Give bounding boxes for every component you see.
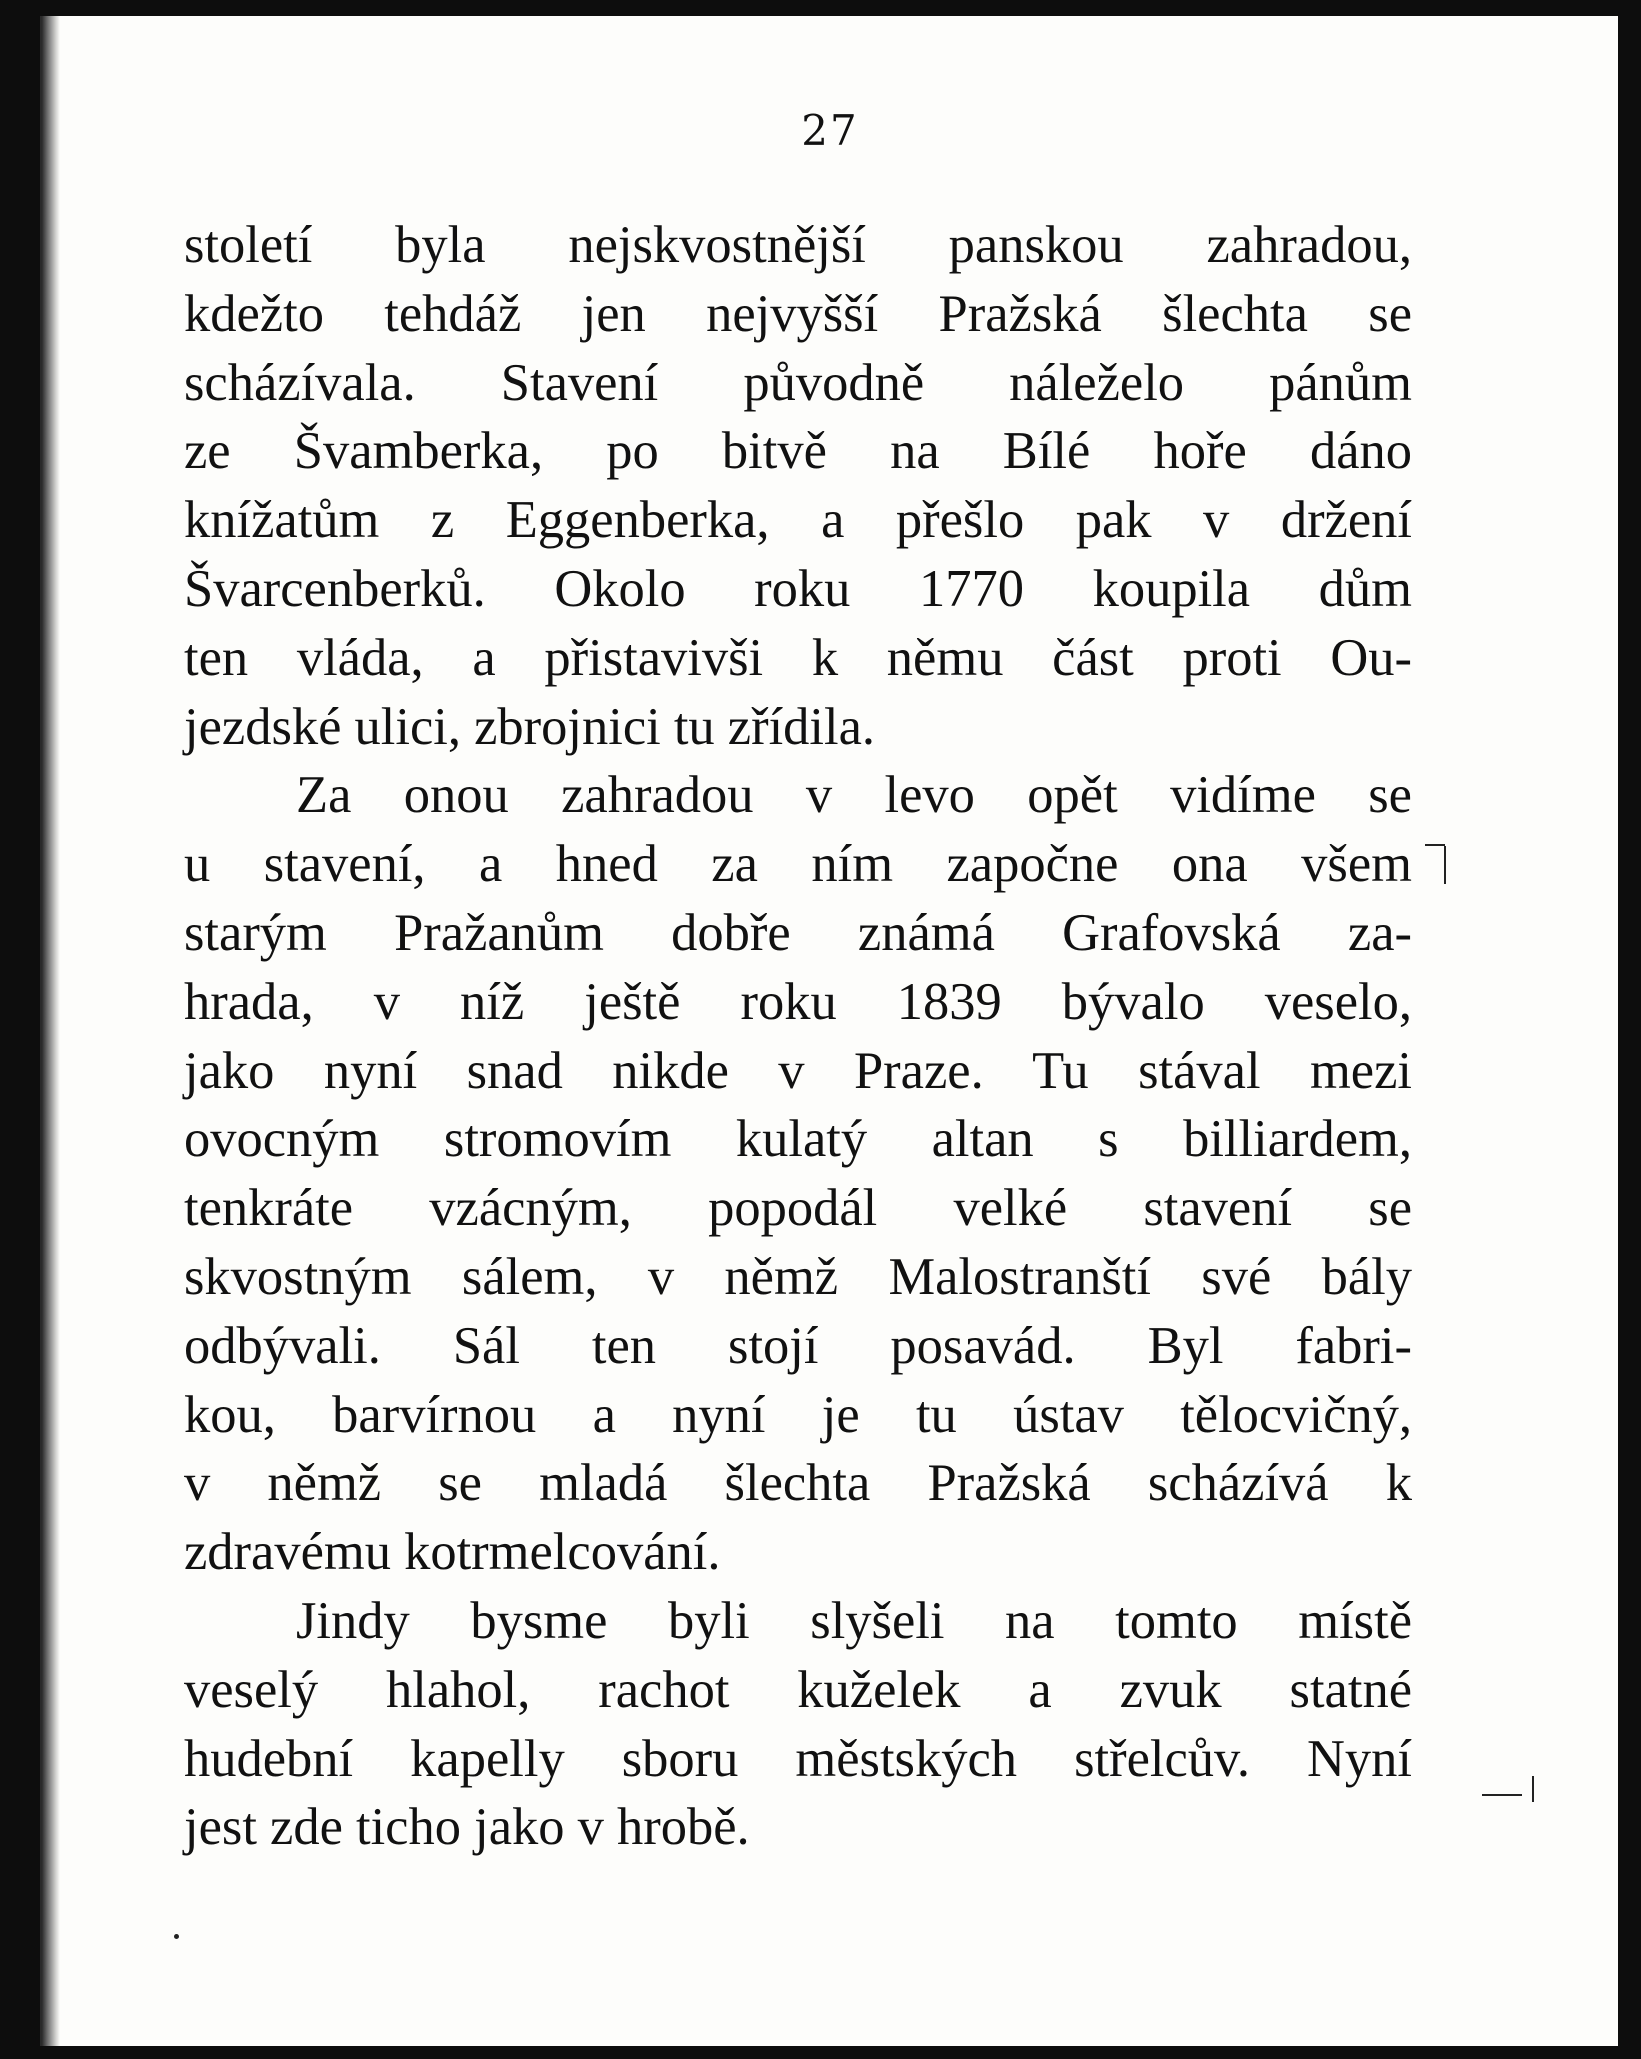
- margin-mark: [1532, 1776, 1534, 1802]
- text-line: ten vláda, a přistavivši k němu část proti Ou-: [184, 628, 1412, 687]
- page-gutter-shadow: [42, 16, 60, 2046]
- text-line: knížatům z Eggenberka, a přešlo pak v držení: [184, 491, 1412, 550]
- margin-mark: [174, 1934, 179, 1939]
- text-line: Švarcenberků. Okolo roku 1770 koupila dům: [184, 559, 1412, 618]
- text-line: jest zde ticho jako v hrobě.: [184, 1798, 750, 1857]
- text-line: starým Pražanům dobře známá Grafovská za-: [184, 903, 1412, 962]
- text-line: století byla nejskvostnější panskou zahradou,: [184, 216, 1412, 274]
- margin-mark: [1425, 844, 1445, 846]
- page-number: 27: [801, 106, 859, 155]
- text-line: tenkráte vzácným, popodál velké stavení se: [184, 1179, 1412, 1238]
- text-line: zdravému kotrmelcování.: [184, 1523, 721, 1582]
- text-line: kdežto tehdáž jen nejvyšší Pražská šlechta se: [184, 284, 1412, 343]
- text-line: scházívala. Stavení původně náleželo pánům: [184, 353, 1412, 412]
- text-line: u stavení, a hned za ním započne ona všem: [184, 835, 1412, 894]
- text-line: ovocným stromovím kulatý altan s billiardem,: [184, 1110, 1412, 1169]
- text-line: ze Švamberka, po bitvě na Bílé hoře dáno: [184, 422, 1412, 481]
- text-line: Jindy bysme byli slyšeli na tomto místě: [296, 1591, 1412, 1650]
- text-line: jezdské ulici, zbrojnici tu zřídila.: [184, 697, 876, 756]
- margin-mark: [1482, 1794, 1522, 1796]
- text-line: skvostným sálem, v němž Malostranští své bály: [184, 1247, 1412, 1306]
- text-line: hrada, v níž ještě roku 1839 bývalo veselo,: [184, 972, 1412, 1031]
- body-text: [184, 211, 1412, 1862]
- text-line: kou, barvírnou a nyní je tu ústav tělocvičný,: [184, 1385, 1412, 1444]
- text-line: v němž se mladá šlechta Pražská scházívá k: [184, 1454, 1412, 1513]
- text-line: jako nyní snad nikde v Praze. Tu stával mezi: [184, 1041, 1412, 1100]
- text-line: Za onou zahradou v levo opět vidíme se: [296, 766, 1412, 825]
- margin-mark: [1444, 846, 1446, 884]
- text-line: hudební kapelly sboru městských střelcův. Nyní: [184, 1729, 1412, 1788]
- text-line: veselý hlahol, rachot kuželek a zvuk statné: [184, 1660, 1412, 1719]
- text-line: odbývali. Sál ten stojí posavád. Byl fabri-: [184, 1316, 1412, 1375]
- book-page: [40, 16, 1618, 2046]
